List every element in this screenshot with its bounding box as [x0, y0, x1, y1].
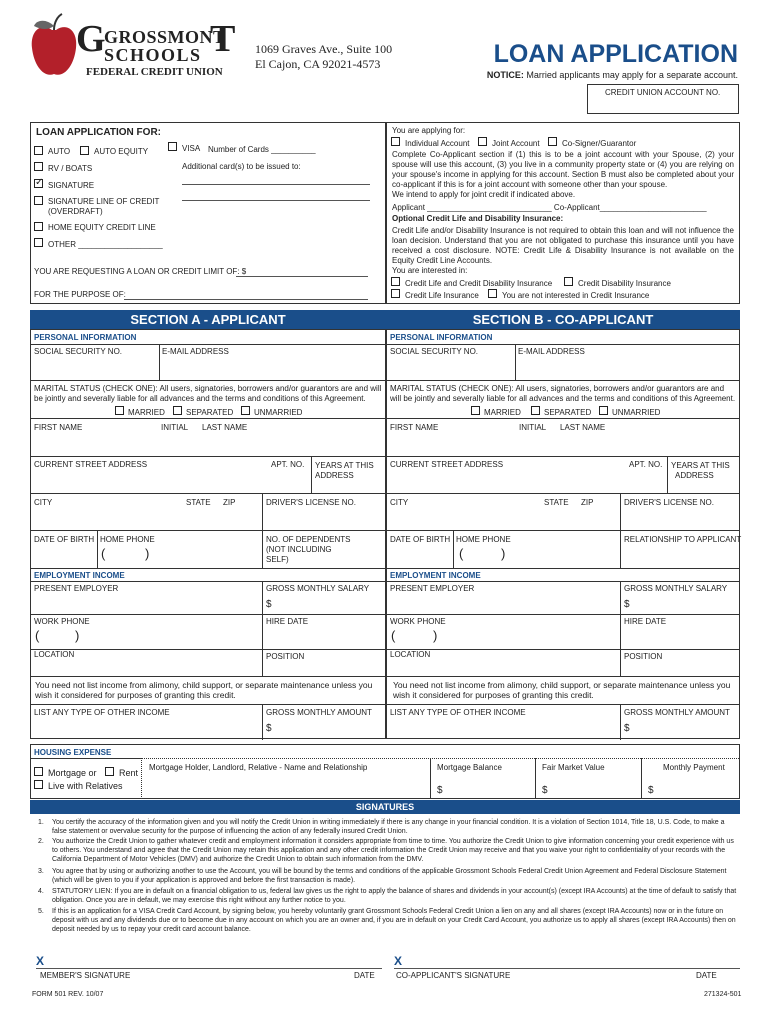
- relatives-checkbox[interactable]: [34, 780, 43, 789]
- rent-checkbox[interactable]: [105, 767, 114, 776]
- co-state-field[interactable]: STATE: [544, 498, 569, 507]
- home-equity-label: HOME EQUITY CREDIT LINE: [48, 223, 156, 232]
- co-apt-field[interactable]: APT. NO.: [629, 460, 663, 469]
- co-city-field[interactable]: CITY: [390, 498, 409, 507]
- address-line-1: 1069 Graves Ave., Suite 100: [255, 42, 393, 56]
- years-at-address-label: ADDRESS: [315, 471, 354, 480]
- co-hire-date-field[interactable]: HIRE DATE: [624, 617, 667, 626]
- ssn-field[interactable]: SOCIAL SECURITY NO.: [34, 347, 123, 356]
- mortgage-label: Mortgage or: [48, 768, 97, 778]
- co-alimony-note: You need not list income from alimony, child support, or separate maintenance unless you wish it considered for purposes of granting this credit.: [393, 680, 731, 700]
- term-number: 1.: [38, 819, 44, 826]
- term-text: You agree that by using or authorizing another to use the Account, you will be bound by the terms and conditions of the applicable Grossmont Schools Federal Credit Union Agreement and Federal Disclosure Statement (which will be given to you if your application is approved and before the first transaction is made).: [52, 868, 727, 884]
- term-text: STATUTORY LIEN: If you are in default on a financial obligation to us, federal law gives us the right to apply the balance of shares and dividends in your account(s) (except IRA Accounts) at the time of default to satisfy that obligation. Once you are in default, we may exercise this right without any further notice to you.: [52, 888, 737, 904]
- co-married-checkbox[interactable]: [471, 406, 480, 415]
- number-of-cards[interactable]: Number of Cards __________: [208, 145, 316, 154]
- housing-section: [30, 744, 740, 799]
- personal-info-heading: PERSONAL INFORMATION: [390, 333, 493, 342]
- applying-for-label: You are applying for:: [392, 126, 466, 135]
- area-code-close: ): [145, 546, 150, 561]
- overdraft-label: (OVERDRAFT): [48, 207, 103, 216]
- credit-limit-field[interactable]: [236, 276, 368, 277]
- other-label[interactable]: OTHER ___________________: [48, 240, 163, 249]
- co-location-field[interactable]: LOCATION: [390, 650, 431, 659]
- home-equity-checkbox[interactable]: [34, 222, 43, 231]
- location-field[interactable]: LOCATION: [34, 650, 75, 659]
- dependents-note-2: SELF): [266, 555, 289, 564]
- not-interested-checkbox[interactable]: [488, 289, 497, 298]
- monthly-payment-field[interactable]: Monthly Payment: [663, 763, 725, 772]
- co-drivers-license-field[interactable]: DRIVER'S LICENSE NO.: [624, 498, 714, 507]
- co-gross-amount-field[interactable]: GROSS MONTHLY AMOUNT: [624, 708, 730, 717]
- gross-amount-dollar: $: [266, 723, 272, 734]
- co-home-phone-field[interactable]: HOME PHONE: [456, 535, 511, 544]
- term-number: 5.: [38, 908, 44, 915]
- signature-label: SIGNATURE: [48, 181, 95, 190]
- individual-label: Individual Account: [405, 139, 470, 148]
- marital-status-text: MARITAL STATUS (CHECK ONE): All users, signatories, borrowers and/or guarantors are and will be jointly and severally liable for all advances and the terms and conditions of this Agreement.: [34, 384, 382, 403]
- member-date-label: DATE: [354, 971, 375, 980]
- market-value-field[interactable]: Fair Market Value: [542, 763, 605, 772]
- co-email-field[interactable]: E-MAIL ADDRESS: [518, 347, 585, 356]
- co-last-name-field[interactable]: LAST NAME: [560, 423, 606, 432]
- form-number: FORM 501 REV. 10/07: [32, 991, 104, 998]
- co-years-at-address-label: ADDRESS: [675, 471, 714, 480]
- address-line-2: El Cajon, CA 92021-4573: [255, 57, 381, 71]
- loan-for-heading: LOAN APPLICATION FOR:: [36, 127, 161, 138]
- co-gross-amount-dollar: $: [624, 723, 630, 734]
- section-a-form: [30, 329, 386, 739]
- purpose-field[interactable]: [124, 299, 368, 300]
- co-salary-field[interactable]: GROSS MONTHLY SALARY: [624, 584, 728, 593]
- co-position-field[interactable]: POSITION: [624, 652, 663, 661]
- separated-checkbox[interactable]: [173, 406, 182, 415]
- initial-field[interactable]: INITIAL: [161, 423, 189, 432]
- visa-checkbox[interactable]: [168, 142, 177, 151]
- not-interested-label: You are not interested in Credit Insurance: [502, 291, 650, 300]
- credit-limit-label: YOU ARE REQUESTING A LOAN OR CREDIT LIMIT OF: $: [34, 267, 247, 276]
- co-street-field[interactable]: CURRENT STREET ADDRESS: [390, 460, 504, 469]
- years-at-address-field[interactable]: YEARS AT THIS: [315, 461, 374, 470]
- first-name-field[interactable]: FIRST NAME: [34, 423, 83, 432]
- life-disability-label: Credit Life and Credit Disability Insurance: [405, 279, 553, 288]
- balance-dollar: $: [437, 785, 443, 796]
- member-signature-label: MEMBER'S SIGNATURE: [40, 971, 131, 980]
- co-area-code-open: (: [459, 546, 464, 561]
- personal-info-heading: PERSONAL INFORMATION: [34, 333, 137, 342]
- cosigner-label: Co-Signer/Guarantor: [562, 139, 637, 148]
- cosigner-checkbox[interactable]: [548, 137, 557, 146]
- visa-label: VISA: [182, 144, 201, 153]
- salary-dollar: $: [266, 599, 272, 610]
- term-number: 3.: [38, 868, 44, 875]
- form-code: 271324-501: [704, 991, 742, 998]
- hire-date-field[interactable]: HIRE DATE: [266, 617, 309, 626]
- mortgage-balance-field[interactable]: Mortgage Balance: [437, 763, 502, 772]
- co-separated-checkbox[interactable]: [531, 406, 540, 415]
- page-title: LOAN APPLICATION: [493, 40, 738, 68]
- joint-credit-note: We intend to apply for joint credit if indicated above.: [392, 190, 576, 199]
- life-checkbox[interactable]: [391, 289, 400, 298]
- auto-equity-label: AUTO EQUITY: [94, 147, 149, 156]
- area-code-open: (: [101, 546, 106, 561]
- married-label: MARRIED: [128, 408, 165, 417]
- applicant-initials-line[interactable]: Applicant ____________________________ Co-Applicant________________________: [392, 203, 707, 212]
- co-marital-status-text: MARITAL STATUS (CHECK ONE): All users, signatories, borrowers and/or guarantors are and will be jointly and severally liable for all advances and the terms and conditions of this Agreement.: [390, 384, 736, 403]
- employer-field[interactable]: PRESENT EMPLOYER: [34, 584, 119, 593]
- work-area-code-close: ): [75, 628, 80, 643]
- signatures-title: SIGNATURES: [30, 800, 740, 814]
- co-first-name-field[interactable]: FIRST NAME: [390, 423, 439, 432]
- zip-field[interactable]: ZIP: [223, 498, 236, 507]
- additional-cards-label: Additional card(s) to be issued to:: [182, 162, 301, 171]
- apt-field[interactable]: APT. NO.: [271, 460, 305, 469]
- term-text: If this is an application for a VISA Credit Card Account, by signing below, you hereby voluntarily grant Grossmont Schools Federal Credit Union a lien on any and all shares (except IRA Accounts) now or in the future on deposit with us and any dividends due or to become due in any account on which you are an owner and, if you are in default on your Credit Card Account, you authorize us to apply all shares (except IRA Accounts) then on deposit needed by us to repay your credit card account balance.: [52, 908, 736, 933]
- section-a-title: SECTION A - APPLICANT: [30, 310, 386, 329]
- coapp-signature-label: CO-APPLICANT'S SIGNATURE: [396, 971, 511, 980]
- notice: NOTICE: Married applicants may apply for a separate account.: [486, 70, 738, 80]
- dependents-note-1: (NOT INCLUDING: [266, 545, 332, 554]
- life-label: Credit Life Insurance: [405, 291, 479, 300]
- co-work-area-code-close: ): [433, 628, 438, 643]
- insurance-heading: Optional Credit Life and Disability Insurance:: [392, 214, 564, 223]
- gross-amount-field[interactable]: GROSS MONTHLY AMOUNT: [266, 708, 372, 717]
- term-number: 2.: [38, 838, 44, 845]
- co-employment-heading: EMPLOYMENT INCOME: [390, 571, 481, 580]
- relationship-field[interactable]: RELATIONSHIP TO APPLICANT: [624, 535, 742, 544]
- co-separated-label: SEPARATED: [544, 408, 592, 417]
- auto-label: AUTO: [48, 147, 71, 156]
- disability-checkbox[interactable]: [564, 277, 573, 286]
- rv-boats-checkbox[interactable]: [34, 162, 43, 171]
- value-dollar: $: [542, 785, 548, 796]
- signature-checkbox[interactable]: [34, 179, 43, 188]
- mortgage-checkbox[interactable]: [34, 767, 43, 776]
- co-salary-dollar: $: [624, 599, 630, 610]
- auto-equity-checkbox[interactable]: [80, 146, 89, 155]
- joint-checkbox[interactable]: [478, 137, 487, 146]
- unmarried-checkbox[interactable]: [241, 406, 250, 415]
- term-text: You certify the accuracy of the information given and you will notify the Credit Union in writing immediately if there is any change in your financial condition. It is a violation of Section 1014, Title 18, U.S. Code, to make a false statement or overvalue security for the purpose of influencing the action of any federally insured Credit Union.: [52, 819, 725, 835]
- co-zip-field[interactable]: ZIP: [581, 498, 594, 507]
- salary-field[interactable]: GROSS MONTHLY SALARY: [266, 584, 370, 593]
- co-ssn-field[interactable]: SOCIAL SECURITY NO.: [390, 347, 479, 356]
- auto-checkbox[interactable]: [34, 146, 43, 155]
- co-area-code-close: ): [501, 546, 506, 561]
- account-no-field[interactable]: CREDIT UNION ACCOUNT NO.: [605, 88, 721, 97]
- co-married-label: MARRIED: [484, 408, 521, 417]
- separated-label: SEPARATED: [186, 408, 234, 417]
- rv-boats-label: RV / BOATS: [48, 164, 93, 173]
- city-field[interactable]: CITY: [34, 498, 53, 507]
- state-field[interactable]: STATE: [186, 498, 211, 507]
- signature-line-checkbox[interactable]: [34, 196, 43, 205]
- married-checkbox[interactable]: [115, 406, 124, 415]
- co-dob-field[interactable]: DATE OF BIRTH: [390, 535, 451, 544]
- card-holder-line-2[interactable]: [182, 200, 370, 201]
- co-unmarried-checkbox[interactable]: [599, 406, 608, 415]
- org-name-1: GROSSMONT: [104, 27, 226, 47]
- term-text: You authorize the Credit Union to gather whatever credit and employment information it considers appropriate from time to time. You authorize the Credit Union to give information concerning your credit experience with us to others. You understand and agree that the Credit Union may retain this application and any other credit information the Credit Union may receive and that you waive your right to confidentiality of your records with the California Department of Motor Vehicles (DMV) and authorize the Credit Union to obtain such information from the DMV.: [52, 838, 734, 863]
- other-checkbox[interactable]: [34, 238, 43, 247]
- life-disability-checkbox[interactable]: [391, 277, 400, 286]
- employment-heading: EMPLOYMENT INCOME: [34, 571, 125, 580]
- coapp-date-label: DATE: [696, 971, 717, 980]
- street-field[interactable]: CURRENT STREET ADDRESS: [34, 460, 148, 469]
- co-initial-field[interactable]: INITIAL: [519, 423, 547, 432]
- home-phone-field[interactable]: HOME PHONE: [100, 535, 155, 544]
- co-years-at-address-field[interactable]: YEARS AT THIS: [671, 461, 730, 470]
- payment-dollar: $: [648, 785, 654, 796]
- card-holder-line-1[interactable]: [182, 184, 370, 185]
- position-field[interactable]: POSITION: [266, 652, 305, 661]
- co-work-phone-field[interactable]: WORK PHONE: [390, 617, 446, 626]
- org-name-3: FEDERAL CREDIT UNION: [86, 66, 223, 78]
- other-income-field[interactable]: LIST ANY TYPE OF OTHER INCOME: [34, 708, 170, 717]
- insurance-text: Credit Life and/or Disability Insurance is not required to obtain this loan and will not influence the loan decision. Understand that you are not obligated to purchase this insurance until you have received a cost disclosure. NOTE: Credit Life & Disability Insurance is not available on the Equity Credit Line Accounts.: [392, 226, 734, 265]
- co-employer-field[interactable]: PRESENT EMPLOYER: [390, 584, 475, 593]
- coapp-sign-x: X: [394, 954, 403, 968]
- interested-label: You are interested in:: [392, 266, 468, 275]
- co-other-income-field[interactable]: LIST ANY TYPE OF OTHER INCOME: [390, 708, 526, 717]
- signature-line-label: SIGNATURE LINE OF CREDIT: [48, 197, 160, 206]
- email-field[interactable]: E-MAIL ADDRESS: [162, 347, 229, 356]
- co-work-area-code-open: (: [391, 628, 396, 643]
- purpose-label: FOR THE PURPOSE OF:: [34, 290, 126, 299]
- disability-label: Credit Disability Insurance: [578, 279, 671, 288]
- section-b-form: [386, 329, 740, 739]
- co-unmarried-label: UNMARRIED: [612, 408, 661, 417]
- dob-field[interactable]: DATE OF BIRTH: [34, 535, 95, 544]
- individual-checkbox[interactable]: [391, 137, 400, 146]
- apple-icon: [30, 12, 78, 80]
- rent-label: Rent: [119, 768, 139, 778]
- org-name-2: SCHOOLS: [104, 45, 202, 65]
- unmarried-label: UNMARRIED: [254, 408, 303, 417]
- joint-label: Joint Account: [492, 139, 540, 148]
- member-signature-line[interactable]: [36, 968, 382, 969]
- logo: G GROSSMONT T SCHOOLS FEDERAL CREDIT UNION: [30, 12, 250, 80]
- dependents-field[interactable]: NO. OF DEPENDENTS: [266, 535, 351, 544]
- work-area-code-open: (: [35, 628, 40, 643]
- alimony-note: You need not list income from alimony, child support, or separate maintenance unless you wish it considered for purposes of granting this credit.: [35, 680, 373, 700]
- last-name-field[interactable]: LAST NAME: [202, 423, 248, 432]
- coapp-signature-line[interactable]: [394, 968, 740, 969]
- drivers-license-field[interactable]: DRIVER'S LICENSE NO.: [266, 498, 356, 507]
- section-b-title: SECTION B - CO-APPLICANT: [386, 310, 740, 329]
- coapp-instructions: Complete Co-Applicant section if (1) this is to be a joint account with your Spouse, (2) your spouse will use this account, (3) you live in a community property state or (4) you are relying on your spouse's income in applying for this account. Section B must also be completed about your co-applicant if this is for a joint account with someone other than your spouse.: [392, 150, 734, 189]
- relatives-label: Live with Relatives: [48, 781, 123, 791]
- mortgage-holder-field[interactable]: Mortgage Holder, Landlord, Relative - Name and Relationship: [149, 763, 368, 772]
- housing-heading: HOUSING EXPENSE: [34, 748, 112, 757]
- member-sign-x: X: [36, 954, 45, 968]
- term-number: 4.: [38, 888, 44, 895]
- work-phone-field[interactable]: WORK PHONE: [34, 617, 90, 626]
